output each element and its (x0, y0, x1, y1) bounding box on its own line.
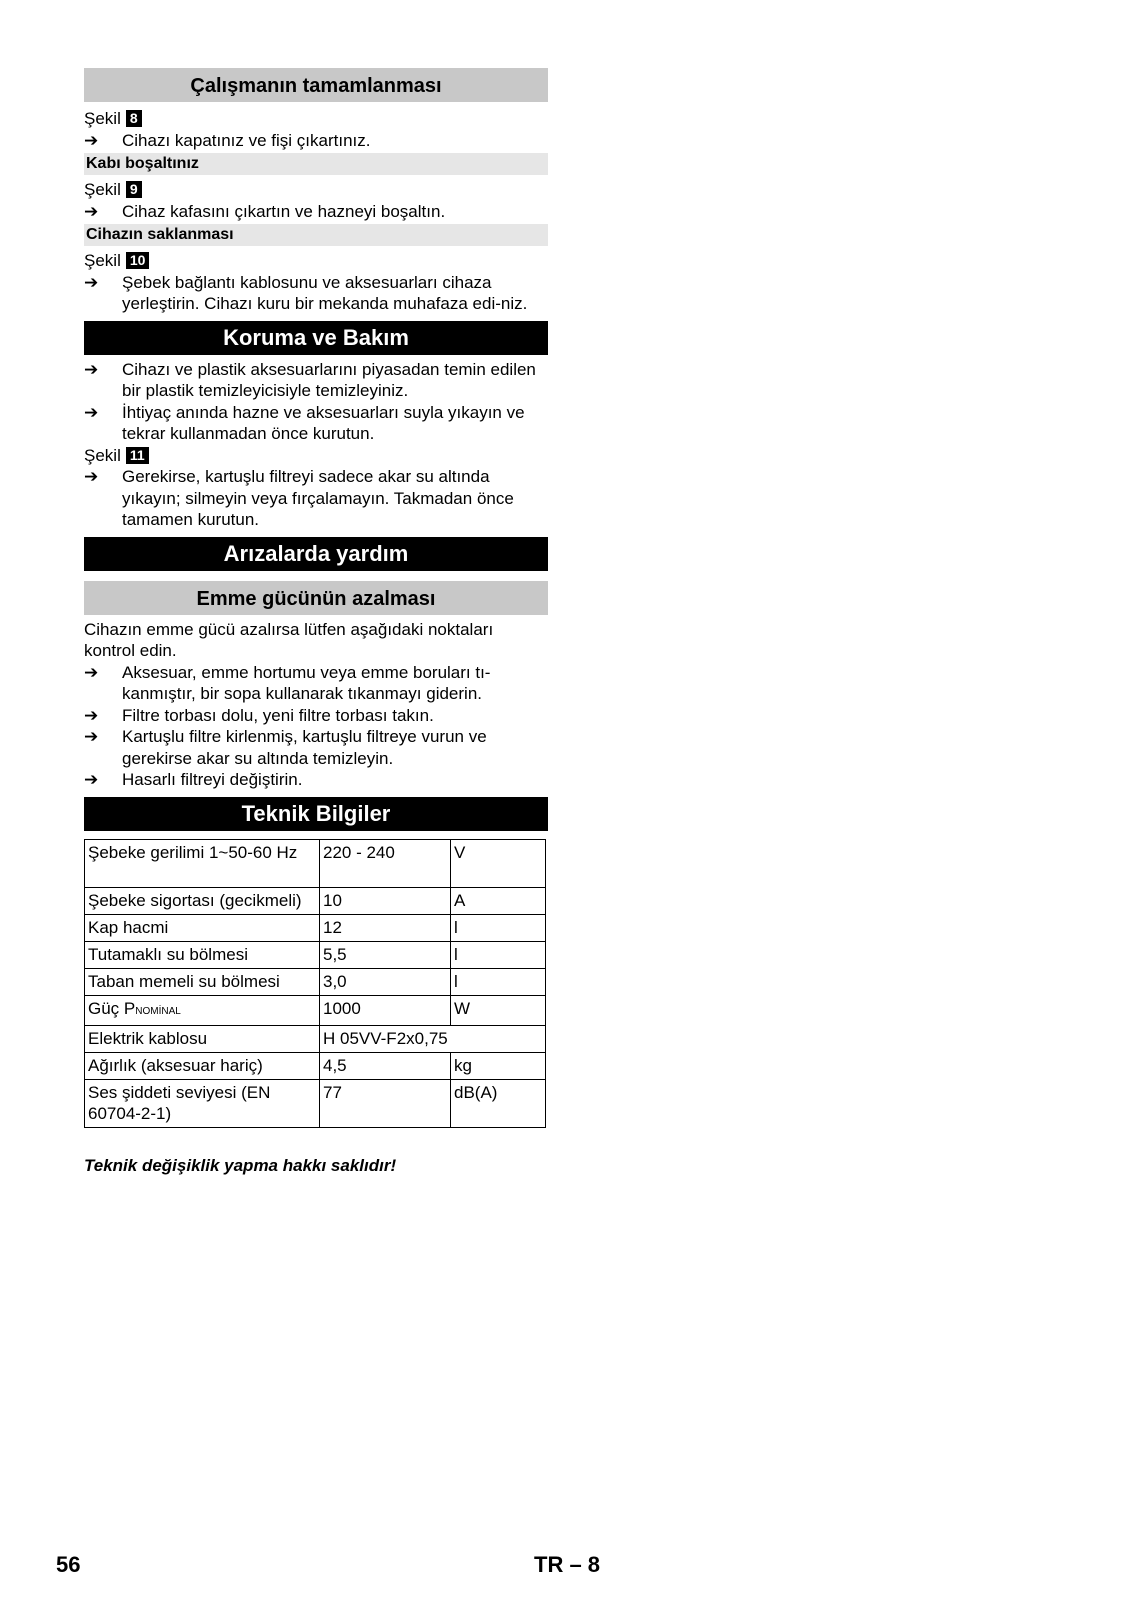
figure-reference (84, 445, 548, 467)
arrow-right-icon: ➔ (84, 705, 99, 725)
list-item: ➔ Kartuşlu filtre kirlenmiş, kartuşlu filtreye vurun ve gerekirse akar su altında temizleyin. (84, 727, 487, 768)
table-row: Elektrik kablosu H 05VV-F2x0,75 (85, 1025, 546, 1052)
page-number: 56 (56, 1552, 81, 1577)
figure-number: 11 (126, 447, 149, 464)
figure-number: 8 (126, 110, 142, 127)
table-row: Ağırlık (aksesuar hariç) 4,5 kg (85, 1052, 546, 1079)
section-heading-troubleshooting: Arızalarda yardım (84, 537, 548, 571)
section-heading-completion: Çalışmanın tamamlanması (84, 68, 548, 102)
subsection-heading-storage: Cihazın saklanması (84, 224, 548, 246)
table-row: Güç PNOMİNAL 1000 W (85, 995, 546, 1025)
arrow-right-icon: ➔ (84, 359, 99, 379)
technical-changes-note: Teknik değişiklik yapma hakkı saklıdır! (84, 1155, 397, 1175)
section-heading-technical-data: Teknik Bilgiler (84, 797, 548, 831)
arrow-right-icon: ➔ (84, 727, 99, 746)
technical-data-table (84, 839, 546, 1128)
figure-label: Şekil (84, 109, 121, 128)
list-item: ➔ İhtiyaç anında hazne ve aksesuarları suyla yıkayın ve tekrar kullanmadan önce kurutun. (84, 402, 525, 443)
page-code: TR – 8 (534, 1552, 601, 1577)
arrow-right-icon: ➔ (84, 770, 99, 789)
figure-reference (84, 179, 548, 201)
power-label-cell: Güç PNOMİNAL (85, 995, 320, 1025)
content-column (84, 68, 548, 1176)
list-item: ➔ Şebek bağlantı kablosunu ve aksesuarları cihaza yerleştirin. Cihazı kuru bir mekanda muhafaza edi-niz. (84, 272, 528, 313)
section-heading-care-maintenance: Koruma ve Bakım (84, 321, 548, 355)
intro-paragraph: Cihazın emme gücü azalırsa lütfen aşağıdaki noktaları kontrol edin. (84, 619, 494, 660)
list-item: ➔ Hasarlı filtreyi değiştirin. (84, 770, 303, 789)
arrow-right-icon: ➔ (84, 130, 99, 150)
figure-reference (84, 108, 548, 130)
figure-reference (84, 250, 548, 272)
arrow-right-icon: ➔ (84, 201, 99, 221)
list-item: ➔ Aksesuar, emme hortumu veya emme boruları tı-kanmıştır, bir sopa kullanarak tıkanmayı giderin. (84, 662, 491, 703)
list-item: ➔ Cihaz kafasını çıkartın ve hazneyi boşaltın. (84, 201, 446, 221)
arrow-right-icon: ➔ (84, 402, 99, 422)
table-row: Tutamaklı su bölmesi 5,5 l (85, 941, 546, 968)
figure-label: Şekil (84, 251, 121, 270)
table-row: Şebeke gerilimi 1~50-60 Hz 220 - 240 V (85, 839, 546, 887)
list-item: ➔ Cihazı ve plastik aksesuarlarını piyasadan temin edilen bir plastik temizleyicisiyle temizleyiniz. (84, 359, 536, 400)
table-row: Taban memeli su bölmesi 3,0 l (85, 968, 546, 995)
arrow-right-icon: ➔ (84, 467, 99, 486)
figure-number: 9 (126, 181, 142, 198)
figure-number: 10 (126, 252, 150, 269)
list-item: ➔ Filtre torbası dolu, yeni filtre torbası takın. (84, 705, 434, 725)
table-row: Ses şiddeti seviyesi (EN 60704-2-1) 77 dB(A) (85, 1079, 546, 1127)
list-item: ➔ Cihazı kapatınız ve fişi çıkartınız. (84, 130, 371, 150)
subsection-heading-empty-container: Kabı boşaltınız (84, 153, 548, 175)
table-row: Kap hacmi 12 l (85, 914, 546, 941)
list-item: ➔ Gerekirse, kartuşlu filtreyi sadece akar su altında yıkayın; silmeyin veya fırçalamayın. Takmadan önce tamamen kurutun. (84, 467, 514, 529)
figure-label: Şekil (84, 445, 121, 465)
subsection-heading-reduced-suction: Emme gücünün azalması (84, 581, 548, 615)
figure-label: Şekil (84, 180, 121, 199)
table-row: Şebeke sigortası (gecikmeli) 10 A (85, 887, 546, 914)
arrow-right-icon: ➔ (84, 272, 99, 292)
arrow-right-icon: ➔ (84, 662, 99, 682)
